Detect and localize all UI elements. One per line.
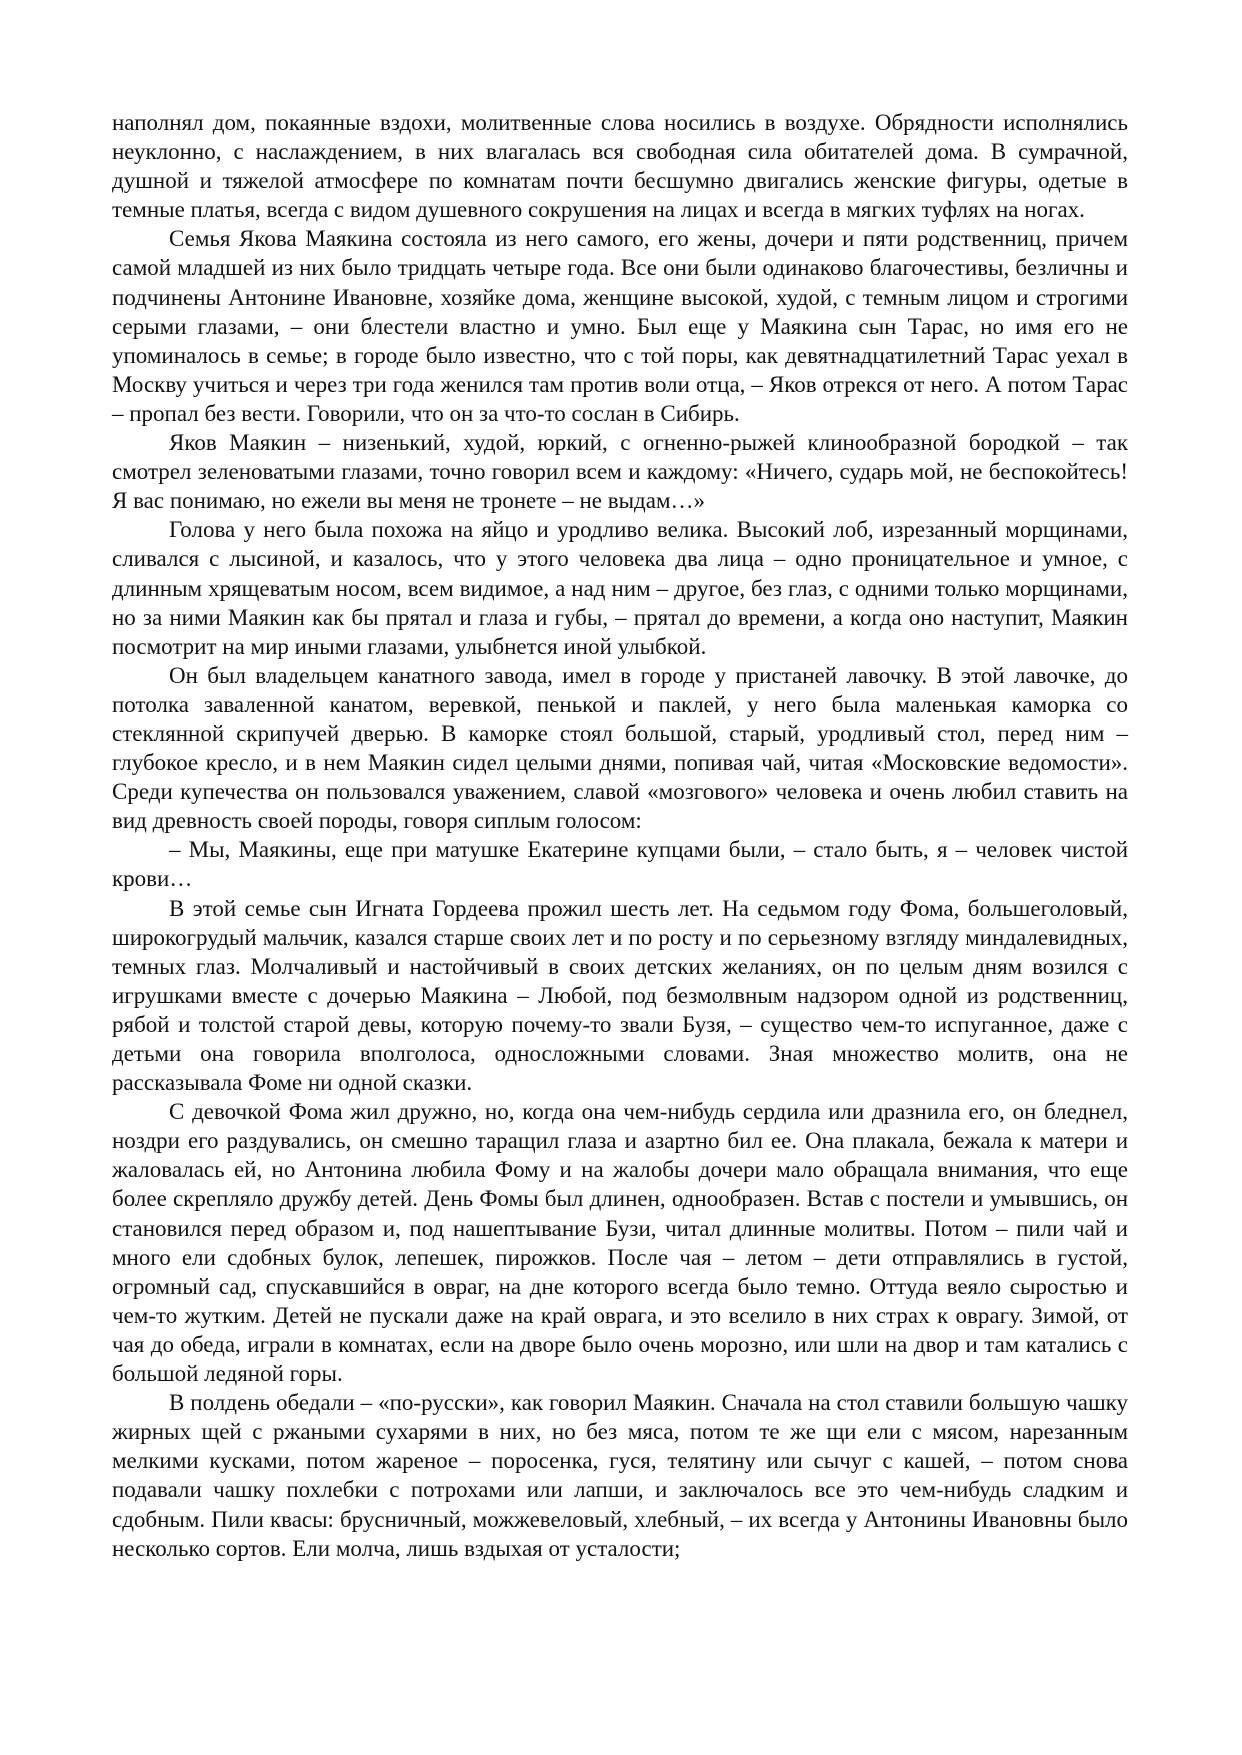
paragraph-5: Он был владельцем канатного завода, имел в городе у пристаней лавочку. В этой лавочке, до потолка заваленной канатом, веревкой, пенькой и паклей, у него была маленькая каморка со стеклянной скрипучей дверью. В каморке стоял большой, старый, уродливый стол, перед ним – глубокое кресло, и в нем Маякин сидел целыми днями, попивая чай, читая «Московские ведомости». Среди купечества он пользовался уважением, славой «мозгового» человека и очень любил ставить на вид древность своей породы, говоря сиплым голосом: xyxy=(112,662,1128,834)
paragraph-8: С девочкой Фома жил дружно, но, когда она чем-нибудь сердила или дразнила его, он бледнел, ноздри его раздувались, он смешно таращил глаза и азартно бил ее. Она плакала, бежала к матери и жаловалась ей, но Антонина любила Фому и на жалобы дочери мало обращала внимания, что еще более скрепляло дружбу детей. День Фомы был длинен, однообразен. Встав с постели и умывшись, он становился перед образом и, под нашептывание Бузи, читал длинные молитвы. Потом – пили чай и много ели сдобных булок, лепешек, пирожков. После чая – летом – дети отправлялись в густой, огромный сад, спускавшийся в овраг, на дне которого всегда было темно. Оттуда веяло сыростью и чем-то жутким. Детей не пускали даже на край оврага, и это вселило в них страх к оврагу. Зимой, от чая до обеда, играли в комнатах, если на дворе было очень морозно, или шли на двор и там катались с большой ледяной горы. xyxy=(112,1099,1128,1387)
paragraph-1: наполнял дом, покаянные вздохи, молитвенные слова носились в воздухе. Обрядности исполнялись неуклонно, с наслаждением, в них влагалась вся свободная сила обитателей дома. В сумрачной, душной и тяжелой атмосфере по комнатам почти бесшумно двигались женские фигуры, одетые в темные платья, всегда с видом душевного сокрушения на лицах и всегда в мягких туфлях на ногах. xyxy=(112,110,1128,223)
paragraph-4: Голова у него была похожа на яйцо и уродливо велика. Высокий лоб, изрезанный морщинами, сливался с лысиной, и казалось, что у этого человека два лица – одно проницательное и умное, с длинным хрящеватым носом, всем видимое, а над ним – другое, без глаз, с одними только морщинами, но за ними Маякин как бы прятал и глаза и губы, – прятал до времени, а когда оно наступит, Маякин посмотрит на мир иными глазами, улыбнется иной улыбкой. xyxy=(112,517,1128,659)
paragraph-9: В полдень обедали – «по-русски», как говорил Маякин. Сначала на стол ставили большую чашку жирных щей с ржаными сухарями в них, но без мяса, потом те же щи ели с мясом, нарезанным мелкими кусками, потом жареное – поросенка, гуся, телятину или сычуг с кашей, – потом снова подавали чашку похлебки с потрохами или лапши, и заключалось все это чем-нибудь сладким и сдобным. Пили квасы: брусничный, можжевеловый, хлебный, – их всегда у Антонины Ивановны было несколько сортов. Ели молча, лишь вздыхая от усталости; xyxy=(112,1390,1128,1561)
paragraph-2: Семья Якова Маякина состояла из него самого, его жены, дочери и пяти родственниц, причем самой младшей из них было тридцать четыре года. Все они были одинаково благочестивы, безличны и подчинены Антонине Ивановне, хозяйке дома, женщине высокой, худой, с темным лицом и строгими серыми глазами, – они блестели властно и умно. Был еще у Маякина сын Тарас, но имя его не упоминалось в семье; в городе было известно, что с той поры, как девятнадцатилетний Тарас уехал в Москву учиться и через три года женился там против воли отца, – Яков отрекся от него. А потом Тарас – пропал без вести. Говорили, что он за что-то сослан в Сибирь. xyxy=(112,226,1128,426)
document-page xyxy=(112,108,1128,1563)
paragraph-3: Яков Маякин – низенький, худой, юркий, с огненно-рыжей клинообразной бородкой – так смотрел зеленоватыми глазами, точно говорил всем и каждому: «Ничего, сударь мой, не беспокойтесь! Я вас понимаю, но ежели вы меня не тронете – не выдам…» xyxy=(112,430,1128,514)
paragraph-6: – Мы, Маякины, еще при матушке Екатерине купцами были, – стало быть, я – человек чистой крови… xyxy=(112,837,1128,892)
paragraph-7: В этой семье сын Игната Гордеева прожил шесть лет. На седьмом году Фома, большеголовый, широкогрудый мальчик, казался старше своих лет и по росту и по серьезному взгляду миндалевидных, темных глаз. Молчаливый и настойчивый в своих детских желаниях, он по целым дням возился с игрушками вместе с дочерью Маякина – Любой, под безмолвным надзором одной из родственниц, рябой и толстой старой девы, которую почему-то звали Бузя, – существо чем-то испуганное, даже с детьми она говорила вполголоса, односложными словами. Зная множество молитв, она не рассказывала Фоме ни одной сказки. xyxy=(112,895,1128,1096)
